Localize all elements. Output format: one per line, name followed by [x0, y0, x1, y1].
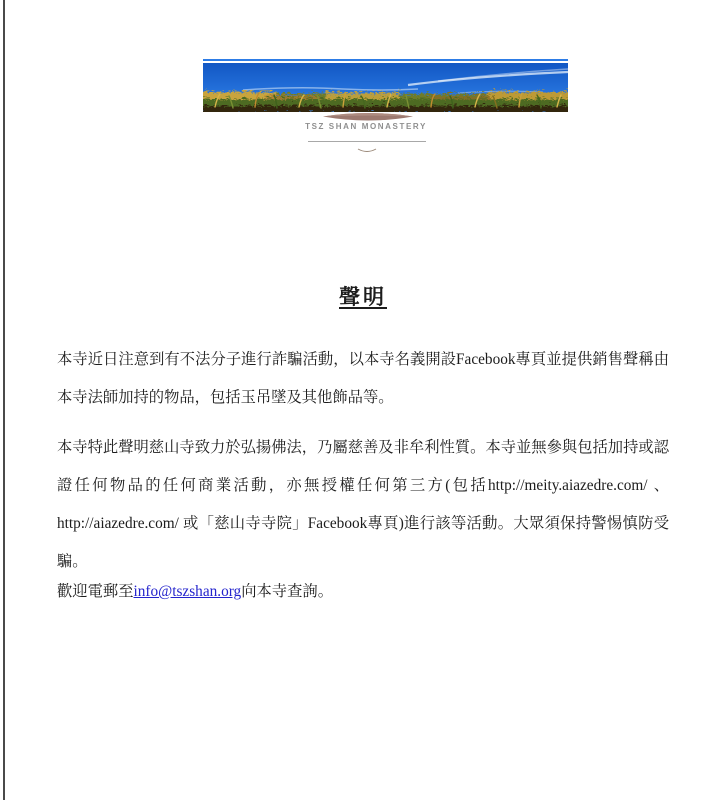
- contact-line: [57, 573, 669, 611]
- contact-prefix: 歡迎電郵至: [57, 583, 134, 600]
- logo-divider: [308, 141, 426, 142]
- email-link[interactable]: info@tszshan.org: [133, 583, 242, 600]
- landscape-image-icon: [203, 63, 568, 112]
- window-left-edge: [3, 0, 5, 800]
- banner-photo: [203, 63, 568, 112]
- banner-accent-line: [203, 59, 568, 61]
- logo-divider-arc-icon: [357, 141, 377, 159]
- paragraph-fraud-alert: 本寺近日注意到有不法分子進行詐騙活動，以本寺名義開設Facebook專頁並提供銷售聲稱由本寺法師加持的物品，包括玉吊墜及其他飾品等。: [57, 351, 669, 406]
- contact-suffix: 向本寺查詢。: [241, 583, 333, 600]
- statement-title: 聲明: [339, 285, 387, 309]
- monastery-logo-text: TSZ SHAN MONASTERY: [305, 122, 427, 131]
- paragraph-disclaimer: 本寺特此聲明慈山寺致力於弘揚佛法，乃屬慈善及非牟利性質。本寺並無參與包括加持或認證任何物品的任何商業活動，亦無授權任何第三方(包括http://meity.aiazedre.com/ 、http://aiazedre.com/ 或「慈山寺寺院」Facebook專頁)進行該等活動。大眾須保持警惕慎防受騙。: [57, 439, 669, 570]
